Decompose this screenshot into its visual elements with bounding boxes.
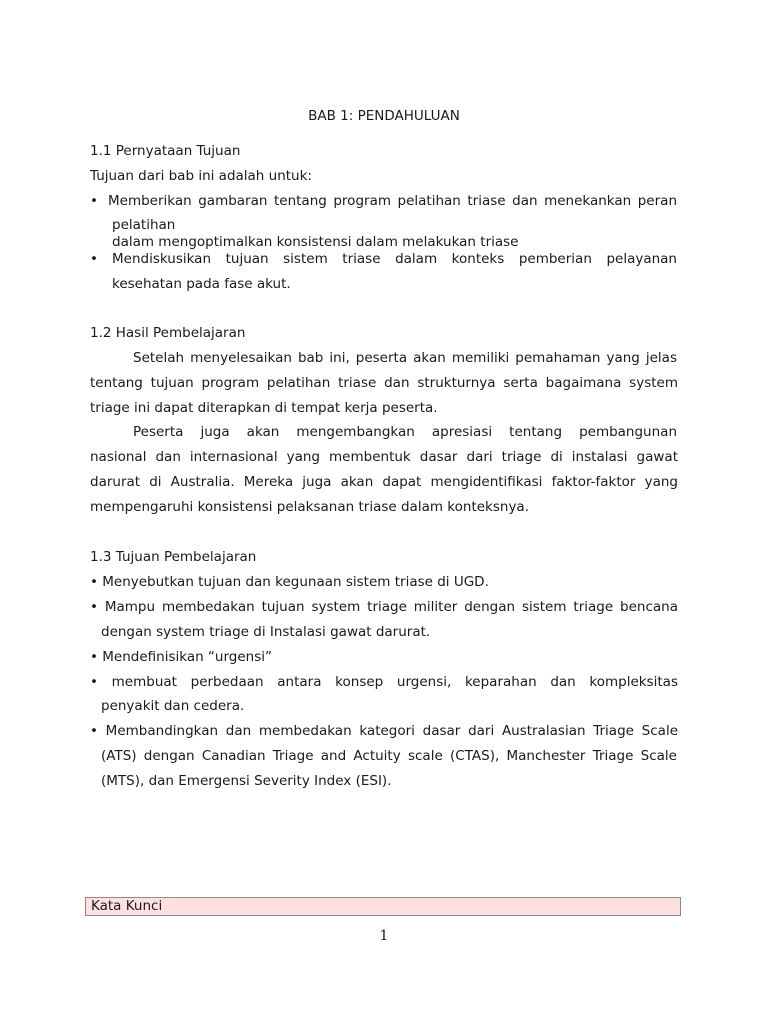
s3-bullet-1: • Menyebutkan tujuan dan kegunaan sistem triase di UGD. xyxy=(90,574,489,590)
section-1-1-heading: 1.1 Pernyataan Tujuan xyxy=(90,143,241,159)
s1-bullet-2-line-1: Mendiskusikan tujuan sistem triase dalam konteks pemberian pelayanan xyxy=(112,251,677,267)
section-1-2-heading: 1.2 Hasil Pembelajaran xyxy=(90,325,246,341)
s2-paragraph-2-line-3: darurat di Australia. Mereka juga akan dapat mengidentifikasi faktor-faktor yang xyxy=(90,474,678,490)
page-number: 1 xyxy=(379,928,389,944)
s3-bullet-4-line-2: penyakit dan cedera. xyxy=(101,698,245,714)
s2-paragraph-2-line-2: nasional dan internasional yang membentuk dasar dari triage di instalasi gawat xyxy=(90,449,678,465)
s3-bullet-4-line-1: • membuat perbedaan antara konsep urgensi, keparahan dan kompleksitas xyxy=(90,674,678,690)
chapter-title: BAB 1: PENDAHULUAN xyxy=(308,108,460,124)
s3-bullet-3: • Mendefinisikan “urgensi” xyxy=(90,649,273,665)
s2-paragraph-1-line-3: triage ini dapat diterapkan di tempat kerja peserta. xyxy=(90,400,438,416)
section-1-3-heading: 1.3 Tujuan Pembelajaran xyxy=(90,549,257,565)
s3-bullet-2-line-2: dengan system triage di Instalasi gawat darurat. xyxy=(101,624,431,640)
s3-bullet-5-line-2: (ATS) dengan Canadian Triage and Actuity scale (CTAS), Manchester Triage Scale xyxy=(101,748,677,764)
s3-bullet-5-line-3: (MTS), dan Emergensi Severity Index (ESI). xyxy=(101,773,392,789)
s1-bullet-2-line-2: kesehatan pada fase akut. xyxy=(112,276,291,292)
s2-paragraph-2-line-1: Peserta juga akan mengembangkan apresiasi tentang pembangunan xyxy=(133,424,677,440)
bullet-glyph: • xyxy=(90,193,98,209)
s2-paragraph-1-line-2: tentang tujuan program pelatihan triase dan strukturnya serta bagaimana system xyxy=(90,375,678,391)
s2-paragraph-2-line-4: mempengaruhi konsistensi pelaksanan triase dalam konteksnya. xyxy=(90,499,530,515)
s3-bullet-5-line-1: • Membandingkan dan membedakan kategori dasar dari Australasian Triage Scale xyxy=(90,723,678,739)
kata-kunci-label: Kata Kunci xyxy=(91,898,163,914)
s2-paragraph-1-line-1: Setelah menyelesaikan bab ini, peserta akan memiliki pemahaman yang jelas xyxy=(133,350,677,366)
section-1-1-intro: Tujuan dari bab ini adalah untuk: xyxy=(90,168,312,184)
s1-bullet-1-line-3: dalam mengoptimalkan konsistensi dalam melakukan triase xyxy=(112,234,519,250)
kata-kunci-box xyxy=(85,897,681,916)
bullet-glyph: • xyxy=(90,251,98,267)
s3-bullet-2-line-1: • Mampu membedakan tujuan system triage militer dengan sistem triage bencana xyxy=(90,599,678,615)
s1-bullet-1-line-2: pelatihan xyxy=(112,217,176,233)
s1-bullet-1-line-1: Memberikan gambaran tentang program pelatihan triase dan menekankan peran xyxy=(108,193,677,209)
